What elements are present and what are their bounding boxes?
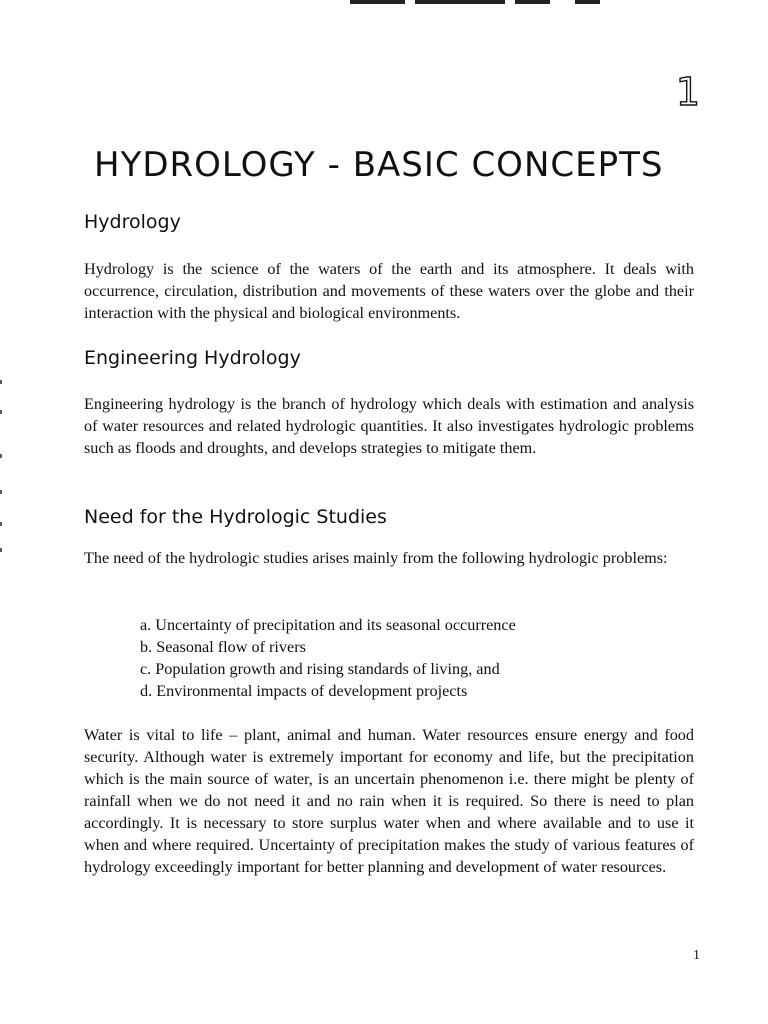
section-heading-need-for-hydrologic-studies: Need for the Hydrologic Studies [84, 506, 387, 528]
list-item: d. Environmental impacts of development projects [140, 682, 468, 700]
list-item: a. Uncertainty of precipitation and its seasonal occurrence [140, 616, 516, 634]
paragraph-hydrology-definition: Hydrology is the science of the waters of the earth and its atmosphere. It deals with occurrence, circulation, distribution and movements of these waters over the globe and their interaction with the physical and biological environments. [84, 260, 694, 322]
list-item: c. Population growth and rising standards of living, and [140, 660, 500, 678]
scan-artifact-top [350, 0, 600, 4]
chapter-title: HYDROLOGY - BASIC CONCEPTS [94, 145, 664, 185]
paragraph-engineering-hydrology-definition: Engineering hydrology is the branch of hydrology which deals with estimation and analysis of water resources and related hydrologic quantities. It also investigates hydrologic problems such as floods and droughts, and develops strategies to mitigate them. [84, 395, 694, 457]
paragraph-need-intro: The need of the hydrologic studies arises mainly from the following hydrologic problems: [84, 549, 668, 567]
list-item: b. Seasonal flow of rivers [140, 638, 306, 656]
page-number: 1 [693, 948, 700, 963]
hydrologic-problems-list [140, 614, 516, 702]
chapter-number: 1 [675, 70, 700, 114]
scan-artifact-left-edge [0, 380, 4, 560]
section-heading-hydrology: Hydrology [84, 211, 181, 233]
section-heading-engineering-hydrology: Engineering Hydrology [84, 347, 301, 369]
paragraph-water-importance: Water is vital to life – plant, animal and human. Water resources ensure energy and food security. Although water is extremely important for economy and life, but the precipitation which is the main source of water, is an uncertain phenomenon i.e. there might be plenty of rainfall when we do not need it and no rain when it is required. So there is need to plan accordingly. It is necessary to store surplus water when and where available and to use it when and where required. Uncertainty of precipitation makes the study of various features of hydrology exceedingly important for better planning and development of water resources. [84, 726, 694, 876]
